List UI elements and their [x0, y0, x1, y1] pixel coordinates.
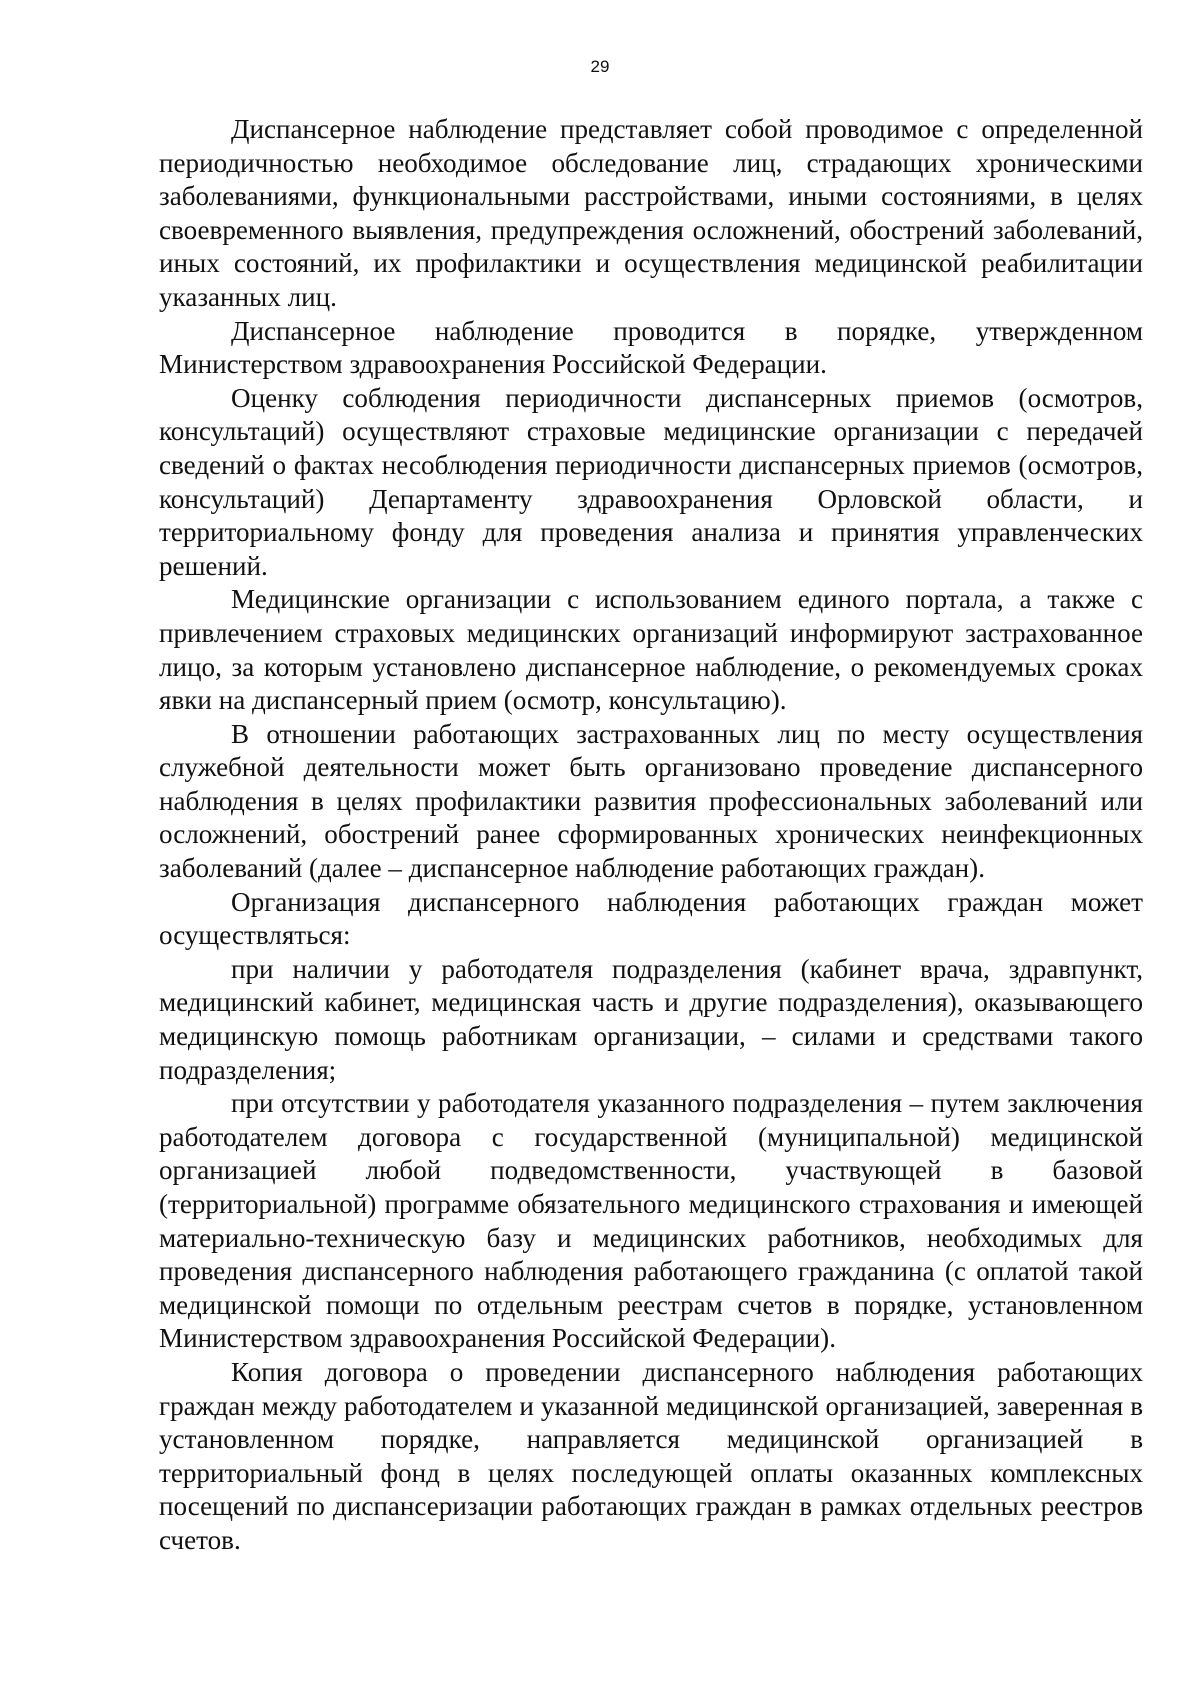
paragraph-periodicity-assessment: Оценку соблюдения периодичности диспансерных приемов (осмотров, консультаций) осуществляют страховые медицинские организации с передачей сведений о фактах несоблюдения периодичности диспансерных приемов (осмотров, консультаций) Департаменту здравоохранения Орловской области, и территориальному фонду для проведения анализа и принятия управленческих решений.: [159, 382, 1143, 581]
paragraph-working-insured-persons: В отношении работающих застрахованных лиц по месту осуществления служебной деятельности может быть организовано проведение диспансерного наблюдения в целях профилактики развития профессиональных заболеваний или осложнений, обострений ранее сформированных хронических неинфекционных заболеваний (далее – диспансерное наблюдение работающих граждан).: [159, 718, 1143, 884]
page-number: 29: [590, 57, 610, 76]
paragraph-dispensary-procedure: Диспансерное наблюдение проводится в порядке, утвержденном Министерством здравоохранения Российской Федерации.: [159, 315, 1143, 380]
paragraph-contract-copy: Копия договора о проведении диспансерного наблюдения работающих граждан между работодателем и указанной медицинской организацией, заверенная в установленном порядке, направляется медицинской организацией в территориальный фонд в целях последующей оплаты оказанных комплексных посещений по диспансеризации работающих граждан в рамках отдельных реестров счетов.: [159, 1356, 1143, 1555]
paragraph-organization-options: Организация диспансерного наблюдения работающих граждан может осуществляться:: [159, 886, 1143, 951]
paragraph-contract-option: при отсутствии у работодателя указанного подразделения – путем заключения работодателем договора с государственной (муниципальной) медицинской организацией любой подведомственности, участвующей в базовой (территориальной) программе обязательного медицинского страхования и имеющей материально-техническую базу и медицинских работников, необходимых для проведения диспансерного наблюдения работающего гражданина (с оплатой такой медицинской помощи по отдельным реестрам счетов в порядке, установленном Министерством здравоохранения Российской Федерации).: [159, 1088, 1143, 1354]
paragraph-dispensary-definition: Диспансерное наблюдение представляет собой проводимое с определенной периодичностью необходимое обследование лиц, страдающих хроническими заболеваниями, функциональными расстройствами, иными состояниями, в целях своевременного выявления, предупреждения осложнений, обострений заболеваний, иных состояний, их профилактики и осуществления медицинской реабилитации указанных лиц.: [159, 114, 1143, 312]
paragraph-patient-notification: Медицинские организации с использованием единого портала, а также с привлечением страховых медицинских организаций информируют застрахованное лицо, за которым установлено диспансерное наблюдение, о рекомендуемых сроках явки на диспансерный прием (осмотр, консультацию).: [159, 584, 1143, 716]
document-body: [159, 113, 1143, 1558]
paragraph-employer-unit-option: при наличии у работодателя подразделения (кабинет врача, здравпункт, медицинский кабинет, медицинская часть и другие подразделения), оказывающего медицинскую помощь работникам организации, – силами и средствами такого подразделения;: [159, 953, 1143, 1085]
